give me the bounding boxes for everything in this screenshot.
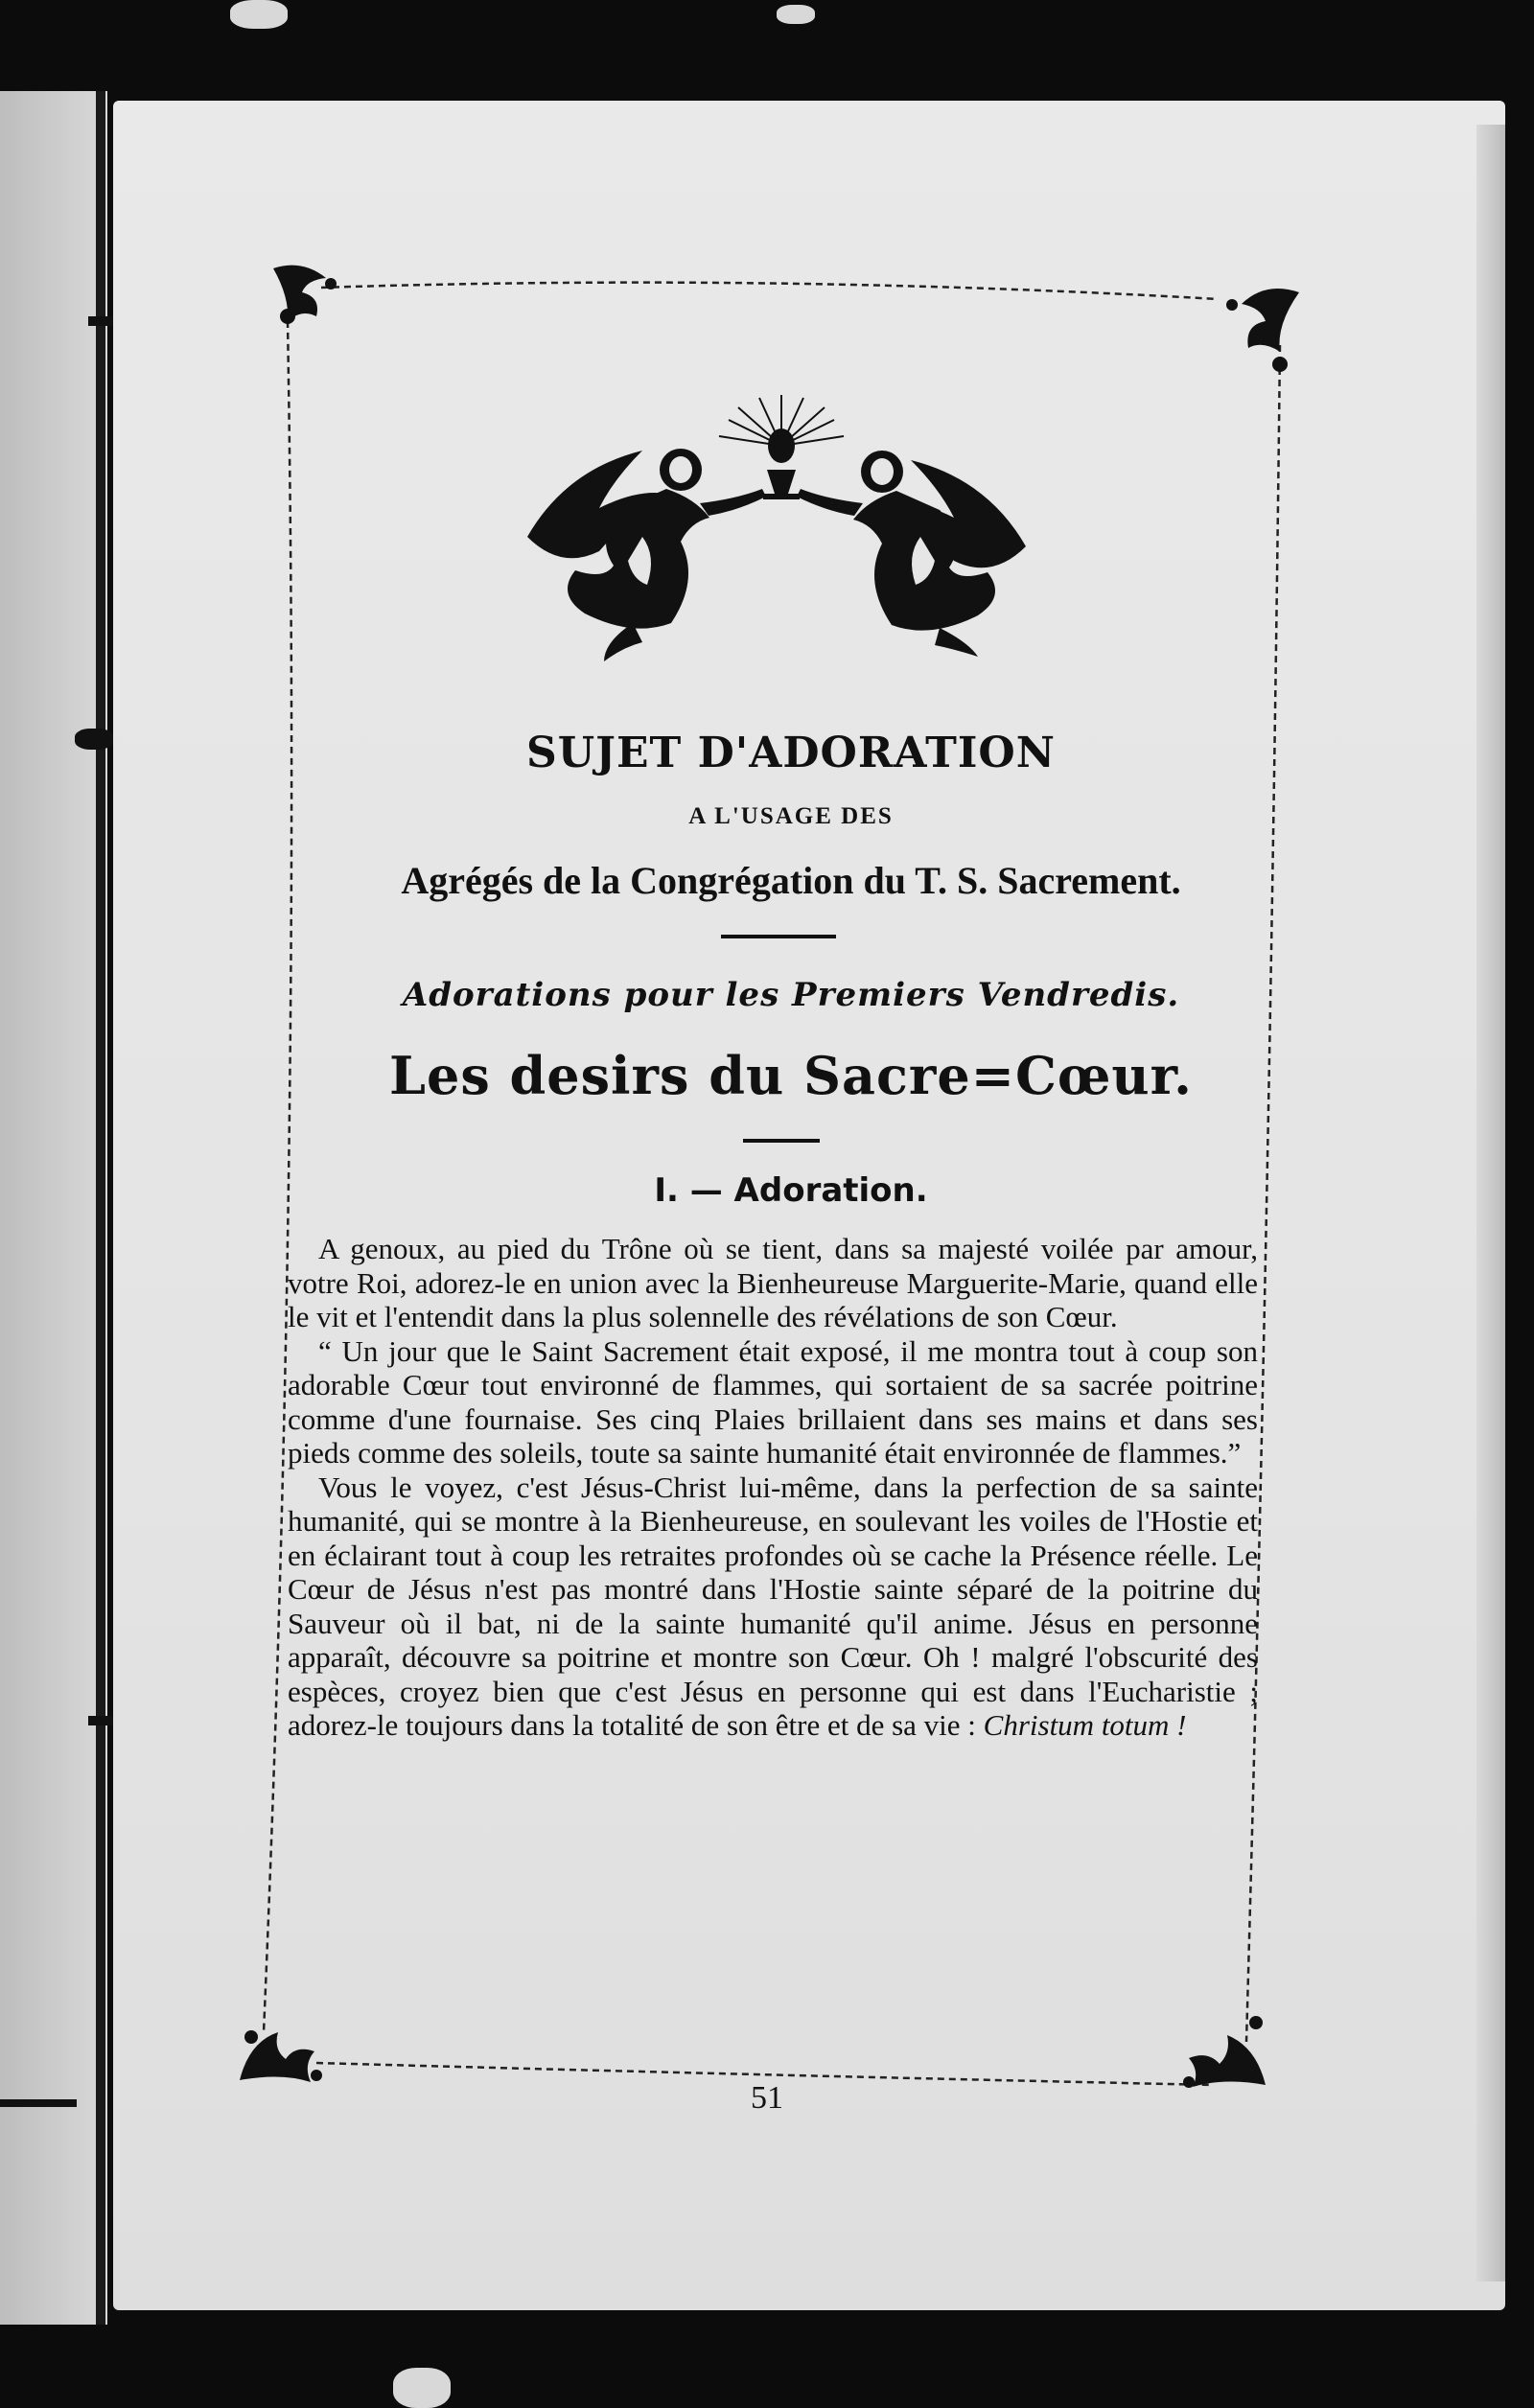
congregation-line: Agrégés de la Congrégation du T. S. Sacrement. [401,859,1181,902]
binding-stitch [75,729,113,750]
left-facing-page [0,91,107,2325]
body-paragraph: A genoux, au pied du Trône où se tient, dans sa majesté voilée par amour, votre Roi, adorez-le en union avec la Bienheureuse Marguerite-Marie, quand elle le vit et l'entendit dans la plus solennelle des révélations de son Cœur. [288,1232,1258,1333]
section-body [288,1232,1258,1743]
section-title: I. — Adoration. [654,1171,928,1210]
page-number: 51 [751,2080,783,2116]
binding-stitch [0,2099,77,2107]
page-subtitle: A L'USAGE DES [688,803,894,829]
closing-phrase: Christum totum ! [983,1708,1187,1742]
film-speck [230,0,288,29]
body-paragraph: “ Un jour que le Saint Sacrement était exposé, il me montra tout à coup son adorable Cœur tout environné de flammes, qui sortaient de sa sacrée poitrine comme d'une fournaise. Ses cinq Plaies brillaient dans ses mains et dans ses pieds comme des soleils, toute sa sainte humanité était environnée de flammes.” [288,1333,1258,1470]
title-divider [721,935,836,938]
page-title: SUJET D'ADORATION [526,729,1056,777]
book-binding [96,91,105,2325]
body-paragraph [288,1470,1258,1743]
body-paragraph-text: Vous le voyez, c'est Jésus-Christ lui-même, dans la perfection de sa sainte humanité, qui se montre à la Bienheureuse, en soulevant les voiles de l'Hostie et en éclairant tout à coup les retraites profondes où se cache la Présence réelle. Le Cœur de Jésus n'est pas montré dans l'Hostie sainte séparé de la poitrine du Sauveur où il bat, ni de la sainte humanité qu'il anime. Jésus en personne apparaît, découvre sa poitrine et montre son Cœur. Oh ! malgré l'obscurité des espèces, croyez bien que c'est Jésus en personne qui est dans l'Eucharistie ; adorez-le toujours dans la totalité de son être et de sa vie : [288,1470,1258,1742]
topic-heading: Les desirs du Sacre=Cœur. [389,1045,1193,1106]
film-speck [393,2368,451,2408]
page-edge-shadow [1476,125,1505,2281]
film-speck [777,5,815,24]
angels-with-chalice-icon [489,393,1064,671]
series-heading: Adorations pour les Premiers Vendredis. [402,976,1180,1014]
topic-divider [743,1139,820,1143]
